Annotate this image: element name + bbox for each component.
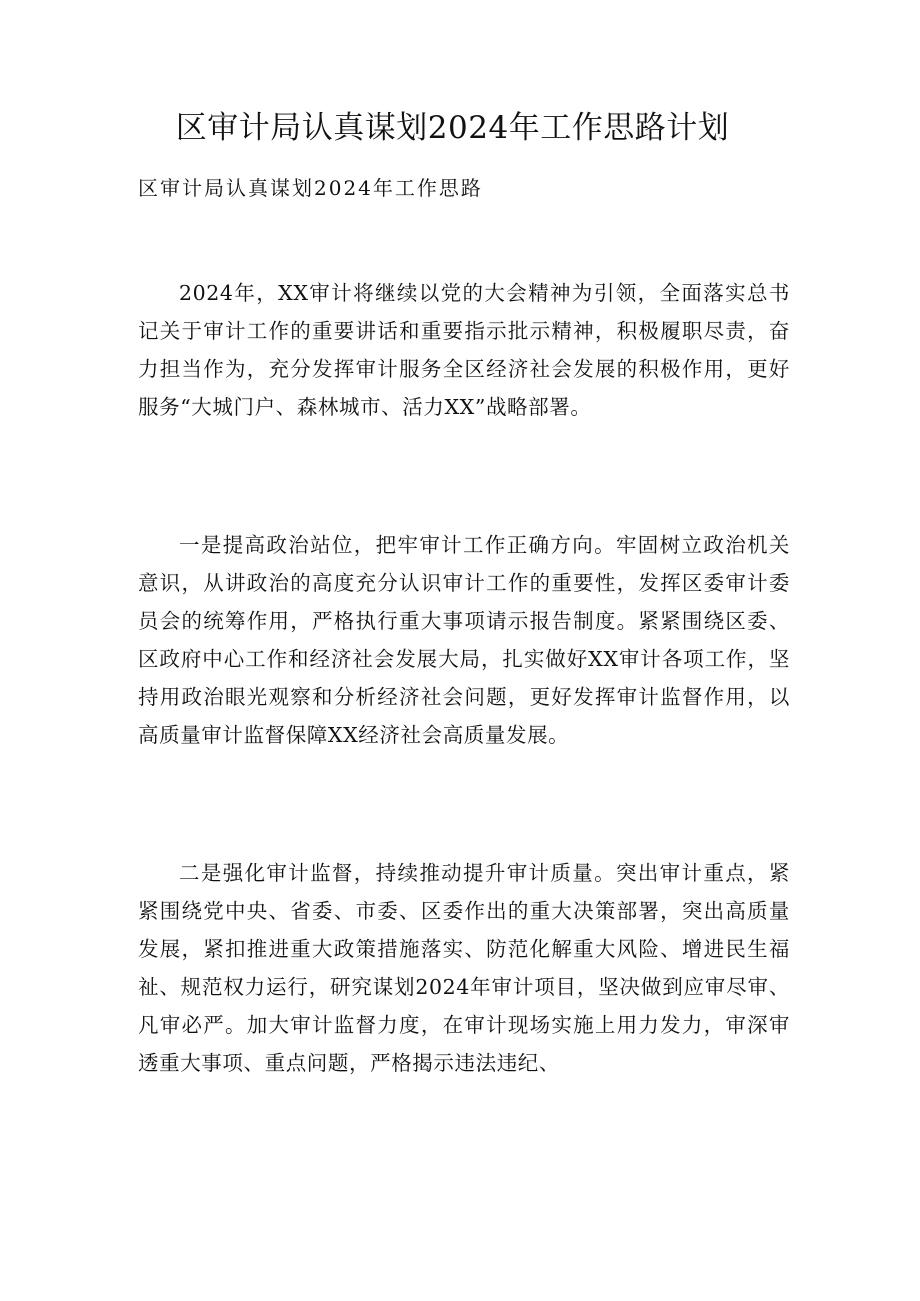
paragraph-intro: 2024年，XX审计将继续以党的大会精神为引领，全面落实总书记关于审计工作的重要讲话和重要指示批示精神，积极履职尽责，奋力担当作为，充分发挥审计服务全区经济社会发展的积极作用，更好服务“大城门户、森林城市、活力XX”战略部署。	[138, 281, 790, 419]
document-subtitle: 区审计局认真谋划2024年工作思路	[138, 176, 483, 200]
paragraph-point-one: 一是提高政治站位，把牢审计工作正确方向。牢固树立政治机关意识，从讲政治的高度充分认识审计工作的重要性，发挥区委审计委员会的统筹作用，严格执行重大事项请示报告制度。紧紧围绕区委、区政府中心工作和经济社会发展大局，扎实做好XX审计各项工作，坚持用政治眼光观察和分析经济社会问题，更好发挥审计监督作用，以高质量审计监督保障XX经济社会高质量发展。	[138, 533, 790, 747]
paragraph-point-two: 二是强化审计监督，持续推动提升审计质量。突出审计重点，紧紧围绕党中央、省委、市委、区委作出的重大决策部署，突出高质量发展，紧扣推进重大政策措施落实、防范化解重大风险、增进民生福祉、规范权力运行，研究谋划2024年审计项目，坚决做到应审尽审、凡审必严。加大审计监督力度，在审计现场实施上用力发力，审深审透重大事项、重点问题，严格揭示违法违纪、	[138, 861, 790, 1075]
document-title: 区审计局认真谋划2024年工作思路计划	[175, 110, 730, 146]
